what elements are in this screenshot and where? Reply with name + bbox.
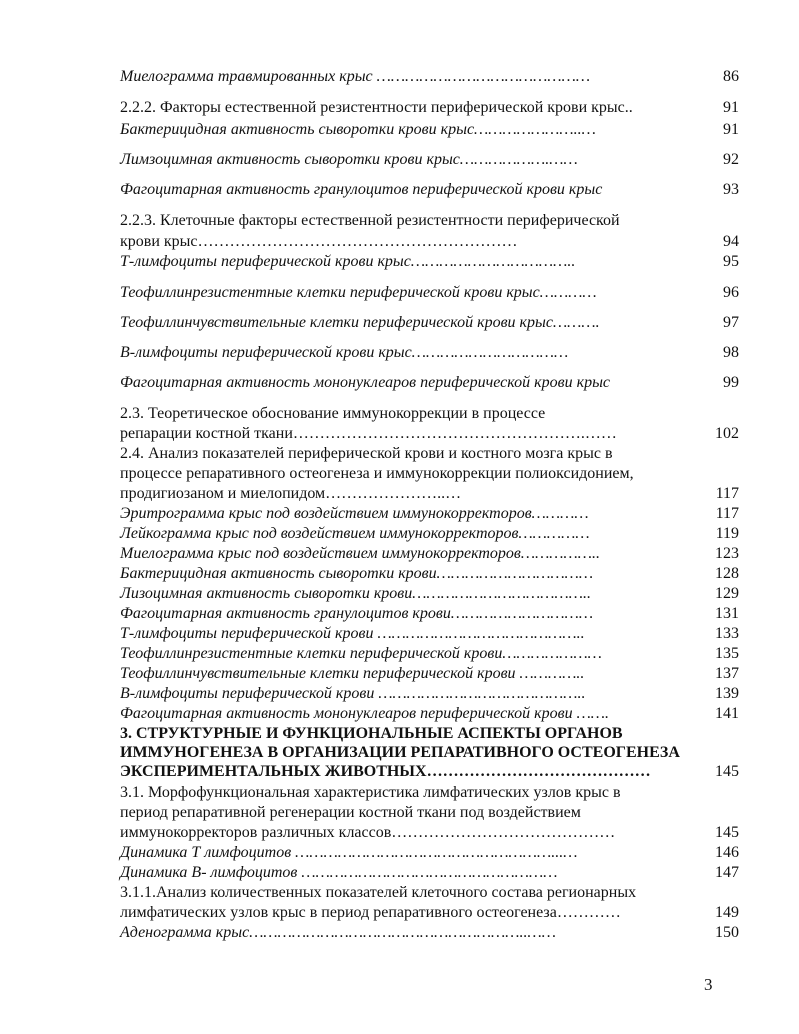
toc-entry-text: 3.1. Морфофункциональная характеристика лимфатических узлов крыс в: [120, 784, 621, 801]
toc-entry-page: 123: [715, 545, 739, 562]
toc-entry-page: 86: [723, 68, 739, 85]
toc-entry-text: процессе репаративного остеогенеза и иммунокоррекции полиоксидонием,: [120, 465, 634, 482]
toc-entry-page: 133: [715, 625, 739, 642]
toc-entry-text: Лимзоцимная активность сыворотки крови крыс……………….……: [120, 151, 578, 168]
toc-entry-text: Теофиллинчувствительные клетки периферической крови …………..: [120, 665, 585, 682]
toc-entry-text: 2.2.2. Факторы естественной резистентности периферической крови крыс..: [120, 99, 633, 116]
toc-entry-page: 131: [715, 605, 739, 622]
toc-entry-page: 102: [715, 425, 739, 442]
toc-entry-text: Бактерицидная активность сыворотки крови крыс…………………..…: [120, 121, 596, 138]
toc-entry-page: 129: [715, 585, 739, 602]
toc-entry-text: 2.2.3. Клеточные факторы естественной резистентности периферической: [120, 212, 620, 229]
toc-entry-page: 139: [715, 685, 739, 702]
toc-entry-text: Т-лимфоциты периферической крови крыс……………………………..: [120, 253, 576, 270]
toc-entry-text: период репаративной регенерации костной ткани под воздействием: [120, 804, 581, 821]
toc-entry-page: 146: [715, 844, 739, 861]
toc-entry-page: 149: [715, 904, 739, 921]
toc-entry-text: Т-лимфоциты периферической крови ……………………………………..: [120, 625, 585, 642]
toc-entry-text: В-лимфоциты периферической крови ……………………………………..: [120, 685, 586, 702]
toc-entry-page: 117: [715, 505, 739, 522]
toc-entry-page: 145: [715, 763, 739, 780]
toc-entry-text: иммунокорректоров различных классов……………………………………: [120, 824, 616, 841]
toc-entry-text: 3.1.1.Анализ количественных показателей клеточного состава регионарных: [120, 884, 637, 901]
toc-entry-text: крови крыс……………………………………………………: [120, 233, 518, 250]
toc-entry-text: Фагоцитарная активность мононуклеаров периферической крови крыс: [120, 374, 610, 391]
toc-entry-page: 99: [723, 374, 739, 391]
toc-entry-page: 96: [723, 284, 739, 301]
toc-entry-text: Миелограмма крыс под воздействием иммунокорректоров……………..: [120, 545, 600, 562]
toc-entry-text: 2.3. Теоретическое обоснование иммунокоррекции в процессе: [120, 405, 546, 422]
toc-entry-text: В-лимфоциты периферической крови крыс……………………………: [120, 344, 569, 361]
toc-entry-page: 128: [715, 565, 739, 582]
toc-entry-page: 137: [715, 665, 739, 682]
toc-entry-text: Динамика В- лимфоцитов ………………………………………………: [120, 864, 558, 881]
toc-entry-page: 150: [715, 924, 739, 941]
toc-entry-page: 93: [723, 181, 739, 198]
toc-entry-page: 135: [715, 645, 739, 662]
toc-entry-text: Аденограмма крыс…………………………………………………..……: [120, 924, 556, 941]
toc-entry-text: ЭКСПЕРИМЕНТАЛЬНЫХ ЖИВОТНЫХ……………………………………: [120, 763, 651, 780]
toc-entry-text: Миелограмма травмированных крыс ………………………………………: [120, 68, 591, 85]
toc-entry-text: 3. СТРУКТУРНЫЕ И ФУНКЦИОНАЛЬНЫЕ АСПЕКТЫ ОРГАНОВ: [120, 725, 623, 742]
toc-entry-text: Фагоцитарная активность мононуклеаров периферической крови …….: [120, 705, 610, 722]
toc-entry-text: лимфатических узлов крыс в период репаративного остеогенеза…………: [120, 904, 621, 921]
toc-entry-page: 98: [723, 344, 739, 361]
toc-entry-page: 92: [723, 151, 739, 168]
toc-entry-page: 91: [723, 121, 739, 138]
toc-entry-page: 117: [715, 485, 739, 502]
toc-entry-text: репарации костной ткани……………………………………………….……: [120, 425, 617, 442]
page-number: 3: [704, 975, 713, 994]
toc-entry-page: 145: [715, 824, 739, 841]
toc-entry-text: ИММУНОГЕНЕЗА В ОРГАНИЗАЦИИ РЕПАРАТИВНОГО ОСТЕОГЕНЕЗА: [120, 744, 680, 761]
toc-entry-text: Теофиллинчувствительные клетки периферической крови крыс……….: [120, 314, 600, 331]
toc-entry-page: 97: [723, 314, 739, 331]
toc-entry-page: 91: [723, 99, 739, 116]
toc-entry-text: Эритрограмма крыс под воздействием иммунокорректоров…………: [120, 505, 589, 522]
toc-entry-text: продигиозаном и миелопидом…………………..…: [120, 485, 462, 502]
toc-entry-text: Фагоцитарная активность гранулоцитов крови…………………………: [120, 605, 594, 622]
toc-entry-page: 95: [723, 253, 739, 270]
toc-entry-text: Лейкограмма крыс под воздействием иммунокорректоров……………: [120, 525, 590, 542]
toc-entry-text: Теофиллинрезистентные клетки периферической крови крыс…………: [120, 284, 597, 301]
toc-entry-text: Теофиллинрезистентные клетки периферической крови…………………: [120, 645, 602, 662]
toc-entry-page: 119: [715, 525, 739, 542]
toc-entry-text: Лизоцимная активность сыворотки крови………………………………..: [120, 585, 591, 602]
toc-entry-page: 141: [715, 705, 739, 722]
toc-entry-page: 94: [723, 233, 739, 250]
toc-entry-text: Бактерицидная активность сыворотки крови……………………………: [120, 565, 594, 582]
toc-entry-text: 2.4. Анализ показателей периферической крови и костного мозга крыс в: [120, 445, 613, 462]
toc-entry-page: 147: [715, 864, 739, 881]
toc-entry-text: Динамика Т лимфоцитов ………………………………………………...…: [120, 844, 578, 861]
toc-entry-text: Фагоцитарная активность гранулоцитов периферической крови крыс: [120, 181, 603, 198]
